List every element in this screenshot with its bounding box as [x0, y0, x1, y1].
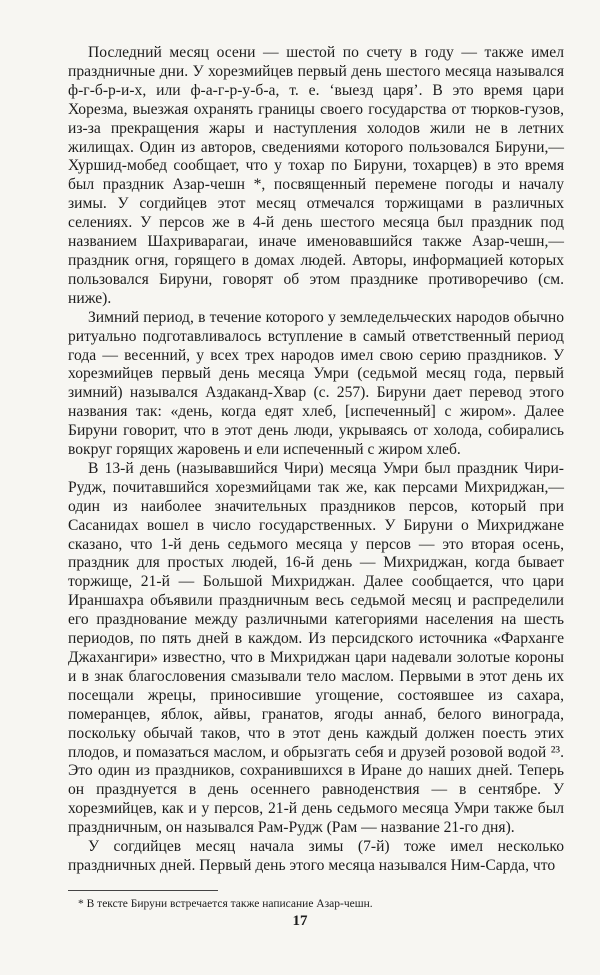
body-text: [68, 44, 564, 911]
footnote: * В тексте Бируни встречается также написание Азар-чешн.: [78, 897, 373, 910]
paragraph: У согдийцев месяц начала зимы (7-й) тоже имел несколько праздничных дней. Первый день этого месяца назывался Ним-Сарда, что: [68, 838, 564, 874]
page-number: 17: [292, 913, 308, 929]
footnote-divider: [68, 890, 218, 891]
paragraph: Последний месяц осени — шестой по счету в году — также имел праздничные дни. У хорезмийцев первый день шестого месяца назывался ф-г-б-р-и-х, или ф-а-г-р-у-б-а, т. е. ‘выезд царя’. В это время цари Хорезма, выезжая охранять границы своего государства от тюрков-гузов, из-за прекращения жары и наступления холодов жили не в летних жилищах. Один из авторов, сведениями которого пользовался Бируни,— Хуршид-мобед сообщает, что у тохар по Бируни, тохарцев) в это время был праздник Азар-чешн *, посвященный перемене погоды и началу зимы. У согдийцев этот месяц отмечался торжищами в различных селениях. У персов же в 4-й день шестого месяца был праздник под названием Шахриварагаи, иначе именовавшийся также Азар-чешн,— праздник огня, горящего в домах людей. Авторы, информацией которых пользовался Бируни, говорят об этом празднике противоречиво (см. ниже).: [68, 44, 564, 307]
paragraph: В 13-й день (называвшийся Чири) месяца Умри был праздник Чири-Рудж, почитавшийся хорезмийцами так же, как персами Михриджан,— один из наиболее значительных праздников персов, который при Сасанидах вошел в число государственных. У Бируни о Михриджане сказано, что 1-й день седьмого месяца у персов — это вторая осень, праздник для простых людей, 16-й день — Михриджан, когда бывает торжище, 21-й — Большой Михриджан. Далее сообщается, что цари Ираншахра объявили праздничным весь седьмой месяц и распределили его празднование между различными категориями населения на шесть периодов, по пять дней в каждом. Из персидского источника «Фарханге Джахангири» известно, что в Михриджан цари надевали золотые короны и в знак благословения смазывали тело маслом. Первыми в этот день их посещали жрецы, приносившие угощение, состоявшее из сахара, померанцев, яблок, айвы, гранатов, ягоды аннаб, белого винограда, поскольку обычай таков, что в этот день каждый должен поесть этих плодов, и помазаться маслом, и обрызгать себя и друзей розовой водой ²³. Это один из праздников, сохранившихся в Иране до наших дней. Теперь он празднуется в день осеннего равноденствия — в сентябре. У хорезмийцев, как и у персов, 21-й день седьмого месяца Умри также был праздничным, он назывался Рам-Рудж (Рам — название 21-го дня).: [68, 459, 564, 837]
paragraph: Зимний период, в течение которого у земледельческих народов обычно ритуально подготавливалось вступление в самый ответственный период года — весенний, у всех трех народов имел свою серию праздников. У хорезмийцев первый день месяца Умри (седьмой месяц года, первый зимний) назывался Аздаканд-Хвар (с. 257). Бируни дает перевод этого названия так: «день, когда едят хлеб, [испеченный] с жиром». Далее Бируни говорит, что в этот день люди, укрываясь от холода, собирались вокруг горящих жаровень и ели испеченный с жиром хлеб.: [68, 308, 564, 459]
